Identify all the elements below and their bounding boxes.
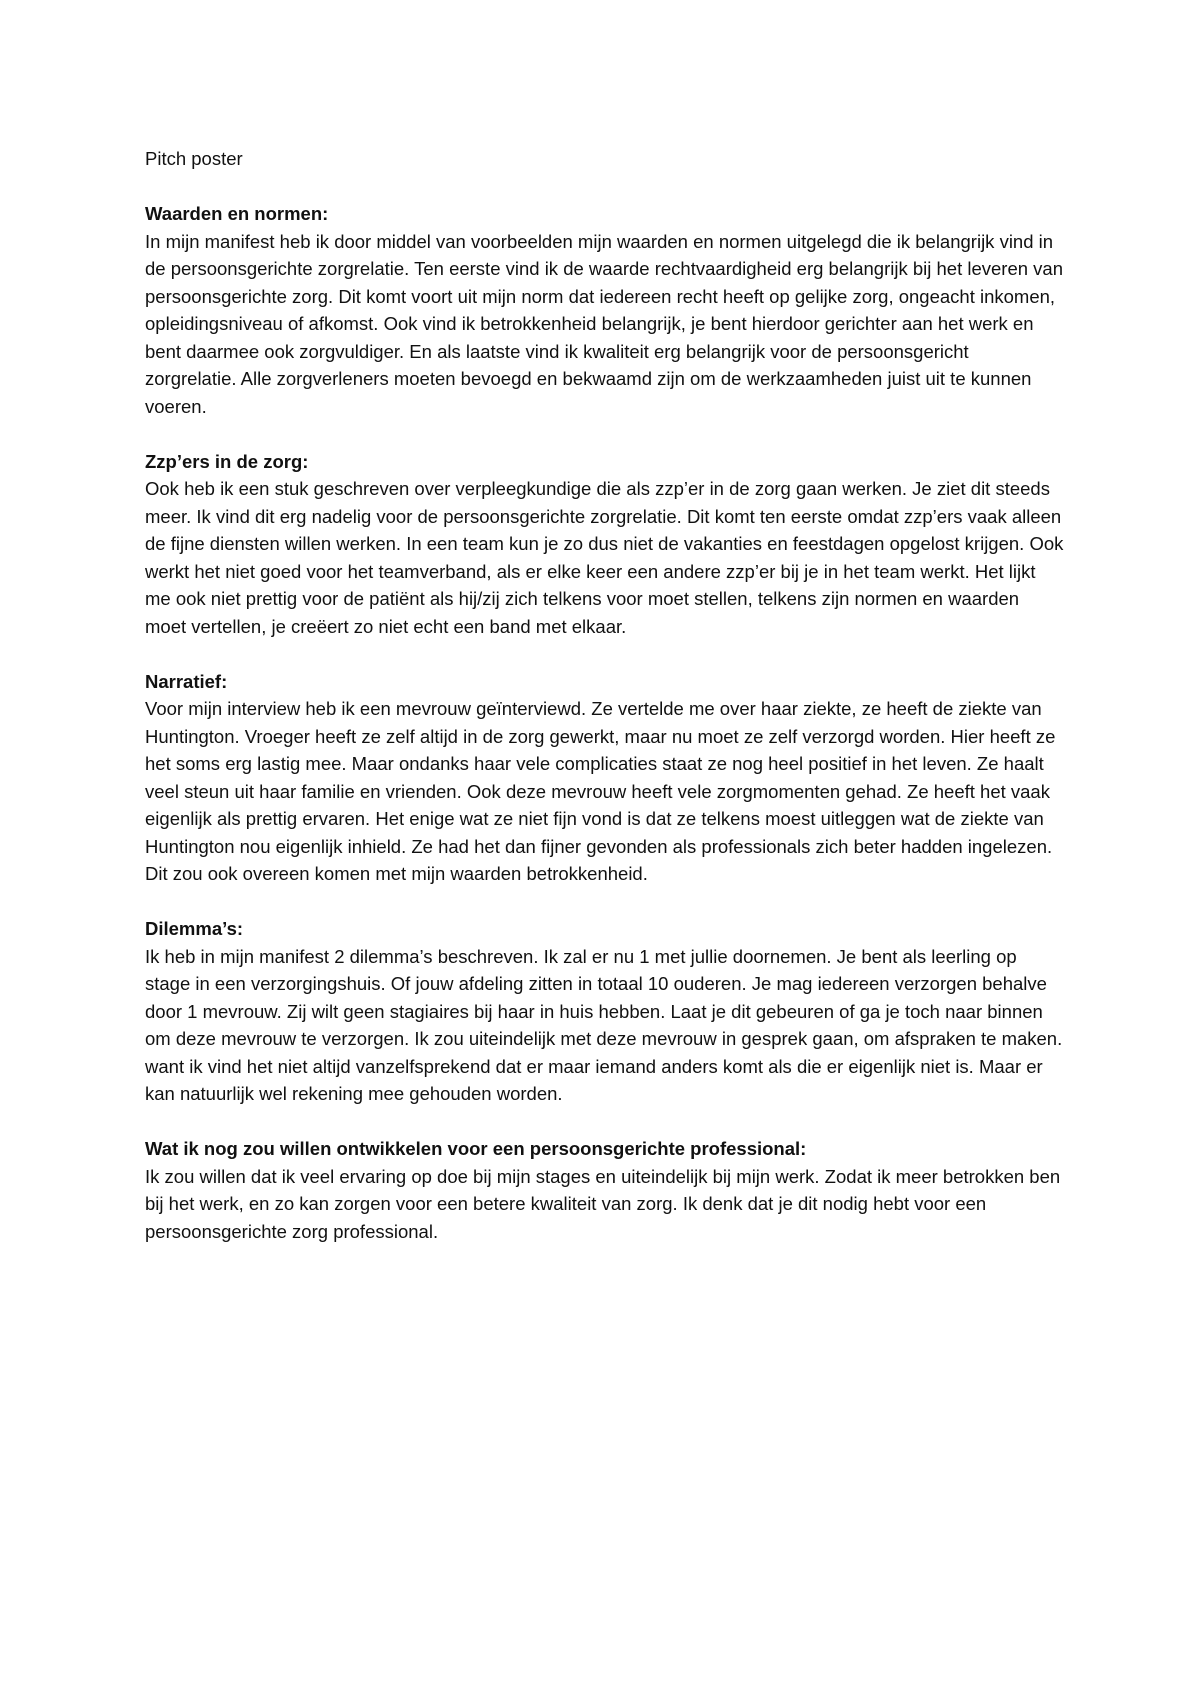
section-heading: Waarden en normen: (145, 203, 329, 224)
section-paragraph: Voor mijn interview heb ik een mevrouw geïnterviewd. Ze vertelde me over haar ziekte, ze heeft de ziekte van Huntington. Vroeger heeft ze zelf altijd in de zorg gewerkt, maar nu moet ze zelf verzorgd worden. Hier heeft ze het soms erg lastig mee. Maar ondanks haar vele complicaties staat ze nog heel positief in het leven. Ze haalt veel steun uit haar familie en vrienden. Ook deze mevrouw heeft vele zorgmomenten gehad. Ze heeft het vaak eigenlijk als prettig ervaren. Het enige wat ze niet fijn vond is dat ze telkens moest uitleggen wat de ziekte van Huntington nou eigenlijk inhield. Ze had het dan fijner gevonden als professionals zich beter hadden ingelezen. Dit zou ook overeen komen met mijn waarden betrokkenheid. (145, 698, 1056, 884)
section-heading: Narratief: (145, 670, 228, 692)
section-heading: Wat ik nog zou willen ontwikkelen voor een persoonsgerichte professional: (145, 1138, 807, 1159)
section-dilemmas (145, 915, 1065, 1108)
document-title: Pitch poster (145, 148, 243, 169)
section-ontwikkelen (145, 1135, 1065, 1245)
section-paragraph: Ook heb ik een stuk geschreven over verpleegkundige die als zzp’er in de zorg gaan werken. Je ziet dit steeds meer. Ik vind dit erg nadelig voor de persoonsgerichte zorgrelatie. Dit komt ten eerste omdat zzp’ers vaak alleen de fijne diensten willen werken. In een team kun je zo dus niet de vakanties en feestdagen opgelost krijgen. Ook werkt het niet goed voor het teamverband, als er elke keer een andere zzp’er bij je in het team werkt. Het lijkt me ook niet prettig voor de patiënt als hij/zij zich telkens voor moet stellen, telkens zijn normen en waarden moet vertellen, je creëert zo niet echt een band met elkaar. (145, 478, 1064, 637)
section-zzpers-in-de-zorg (145, 448, 1065, 641)
section-heading: Dilemma’s: (145, 918, 244, 939)
section-waarden-en-normen (145, 200, 1065, 420)
document-content (145, 145, 1065, 1273)
section-paragraph: In mijn manifest heb ik door middel van voorbeelden mijn waarden en normen uitgelegd die ik belangrijk vind in de persoonsgerichte zorgrelatie. Ten eerste vind ik de waarde rechtvaardigheid erg belangrijk bij het leveren van persoonsgerichte zorg. Dit komt voort uit mijn norm dat iedereen recht heeft op gelijke zorg, ongeacht inkomen, opleidingsniveau of afkomst. Ook vind ik betrokkenheid belangrijk, je bent hierdoor gerichter aan het werk en bent daarmee ook zorgvuldiger. En als laatste vind ik kwaliteit erg belangrijk voor de persoonsgericht zorgrelatie. Alle zorgverleners moeten bevoegd en bekwaamd zijn om de werkzaamheden juist uit te kunnen voeren. (145, 230, 1064, 417)
section-narratief (145, 668, 1065, 888)
section-paragraph: Ik heb in mijn manifest 2 dilemma’s beschreven. Ik zal er nu 1 met jullie doornemen. Je bent als leerling op stage in een verzorgingshuis. Of jouw afdeling zitten in totaal 10 ouderen. Je mag iedereen verzorgen behalve door 1 mevrouw. Zij wilt geen stagiaires bij haar in huis hebben. Laat je dit gebeuren of ga je toch naar binnen om deze mevrouw te verzorgen. Ik zou uiteindelijk met deze mevrouw in gesprek gaan, om afspraken te maken. want ik vind het niet altijd vanzelfsprekend dat er maar iemand anders komt als die er eigenlijk niet is. Maar er kan natuurlijk wel rekening mee gehouden worden. (145, 945, 1063, 1104)
section-heading: Zzp’ers in de zorg: (145, 450, 309, 472)
section-paragraph: Ik zou willen dat ik veel ervaring op doe bij mijn stages en uiteindelijk bij mijn werk. Zodat ik meer betrokken ben bij het werk, en zo kan zorgen voor een betere kwaliteit van zorg. Ik denk dat je dit nodig hebt voor een persoonsgerichte zorg professional. (145, 1165, 1061, 1242)
